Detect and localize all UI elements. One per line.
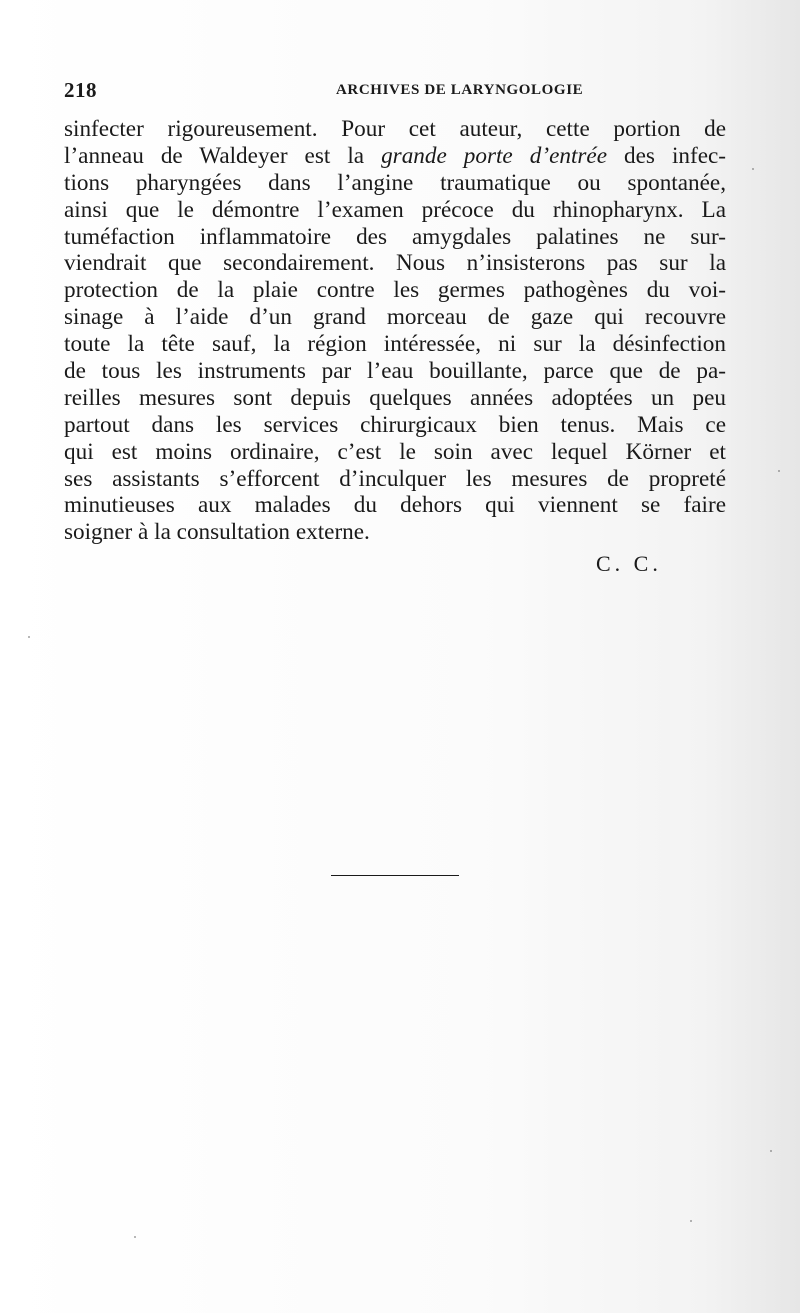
text-line: viendrait que secondairement. Nous n’insisterons pas sur la bbox=[64, 250, 726, 277]
body-paragraph bbox=[64, 116, 726, 546]
scan-speck bbox=[770, 1150, 772, 1152]
text-line: protection de la plaie contre les germes pathogènes du voi- bbox=[64, 277, 726, 304]
text-run: l’anneau de Waldeyer est la bbox=[64, 142, 382, 169]
text-line: toute la tête sauf, la région intéressée, ni sur la désinfection bbox=[64, 331, 726, 358]
author-initials: C. C. bbox=[596, 551, 662, 576]
scan-speck bbox=[778, 470, 780, 472]
text-line: sinage à l’aide d’un grand morceau de gaze qui recouvre bbox=[64, 304, 726, 331]
text-line: tions pharyngées dans l’angine traumatique ou spontanée, bbox=[64, 169, 726, 196]
text-line-last: soigner à la consultation externe. bbox=[64, 519, 370, 546]
text-line: partout dans les services chirurgicaux bien tenus. Mais ce bbox=[64, 411, 726, 438]
text-line: de tous les instruments par l’eau bouillante, parce que de pa- bbox=[64, 358, 726, 385]
scan-speck bbox=[690, 1220, 692, 1222]
running-head: ARCHIVES DE LARYNGOLOGIE bbox=[336, 82, 584, 98]
scan-speck bbox=[28, 636, 30, 638]
text-line: tuméfaction inflammatoire des amygdales palatines ne sur- bbox=[64, 223, 726, 250]
text-run: des infec- bbox=[607, 142, 727, 169]
page-number: 218 bbox=[64, 78, 97, 102]
text-run bbox=[513, 143, 530, 169]
text-line: sinfecter rigoureusement. Pour cet auteur, cette portion de bbox=[64, 116, 726, 142]
text-line bbox=[64, 143, 726, 170]
text-line: ses assistants s’efforcent d’inculquer les mesures de propreté bbox=[64, 465, 726, 492]
scan-speck bbox=[752, 168, 754, 170]
text-line: minutieuses aux malades du dehors qui viennent se faire bbox=[64, 492, 726, 519]
page-header bbox=[64, 78, 726, 102]
italic-phrase-entree: d’entrée bbox=[529, 142, 608, 169]
text-line: qui est moins ordinaire, c’est le soin avec lequel Körner et bbox=[64, 438, 726, 465]
italic-phrase-grande-porte: grande porte bbox=[381, 142, 513, 169]
scan-speck bbox=[134, 1236, 136, 1238]
text-line: ainsi que le démontre l’examen précoce du rhinopharynx. La bbox=[64, 196, 726, 223]
section-end-rule bbox=[331, 875, 459, 876]
text-line: reilles mesures sont depuis quelques années adoptées un peu bbox=[64, 384, 726, 411]
